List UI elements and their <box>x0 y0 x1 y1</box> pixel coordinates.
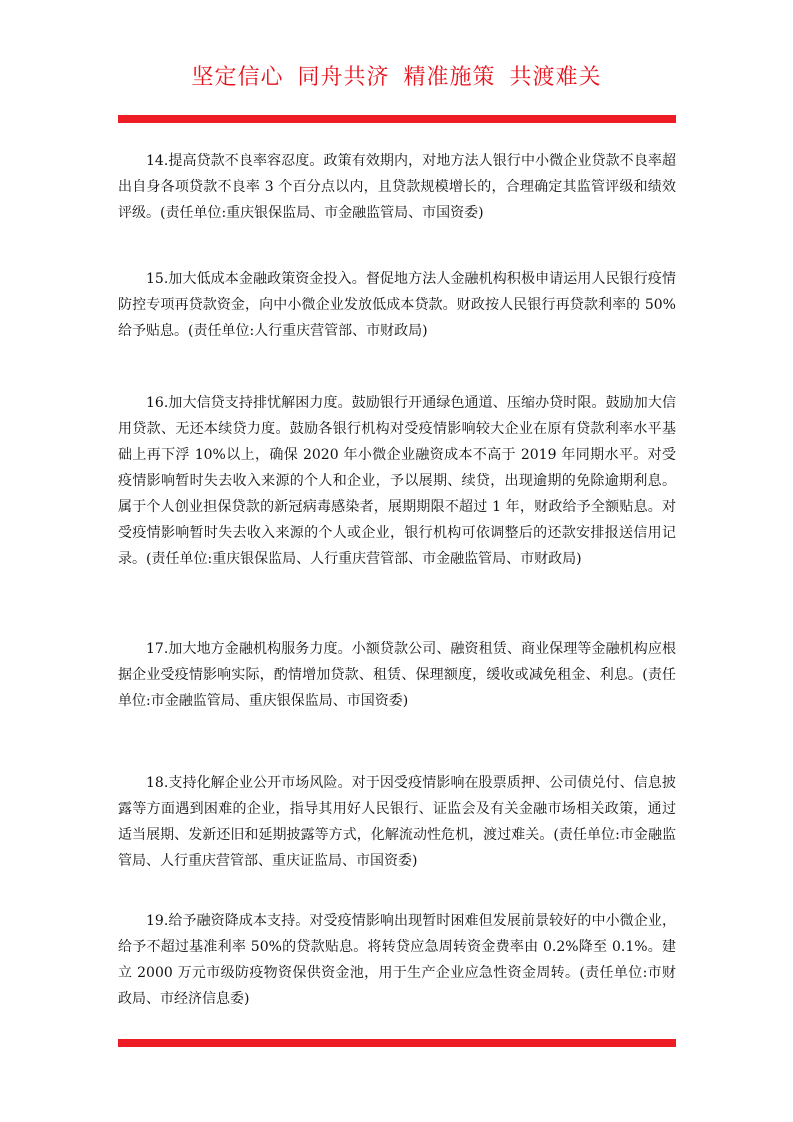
bottom-divider-bar <box>118 1039 676 1047</box>
paragraph-14: 14.提高贷款不良率容忍度。政策有效期内，对地方法人银行中小微企业贷款不良率超出自身各项贷款不良率 3 个百分点以内，且贷款规模增长的，合理确定其监管评级和绩效评级。(责任单位:重庆银保监局、市金融监管局、市国资委) <box>118 153 676 221</box>
top-divider-bar <box>118 115 676 123</box>
paragraph-18: 18.支持化解企业公开市场风险。对于因受疫情影响在股票质押、公司债兑付、信息披露等方面遇到困难的企业，指导其用好人民银行、证监会及有关金融市场相关政策，通过适当展期、发新还旧和延期披露等方式，化解流动性危机，渡过难关。(责任单位:市金融监管局、人行重庆营管部、重庆证监局、市国资委) <box>118 775 676 869</box>
paragraph-17: 17.加大地方金融机构服务力度。小额贷款公司、融资租赁、商业保理等金融机构应根据企业受疫情影响实际，酌情增加贷款、租赁、保理额度，缓收或减免租金、利息。(责任单位:市金融监管局、重庆银保监局、市国资委) <box>118 641 676 709</box>
paragraph-16: 16.加大信贷支持排忧解困力度。鼓励银行开通绿色通道、压缩办贷时限。鼓励加大信用贷款、无还本续贷力度。鼓励各银行机构对受疫情影响较大企业在原有贷款利率水平基础上再下浮 10%以上，确保 2020 年小微企业融资成本不高于 2019 年同期水平。对受疫情影响暂时失去收入来源的个人和企业，予以展期、续贷，出现逾期的免除逾期利息。属于个人创业担保贷款的新冠病毒感染者，展期期限不超过 1 年，财政给予全额贴息。对受疫情影响暂时失去收入来源的个人或企业，银行机构可依调整后的还款安排报送信用记录。(责任单位:重庆银保监局、人行重庆营管部、市金融监管局、市财政局) <box>118 395 676 567</box>
page-title: 坚定信心 同舟共济 精准施策 共渡难关 <box>191 65 602 90</box>
paragraph-15: 15.加大低成本金融政策资金投入。督促地方法人金融机构积极申请运用人民银行疫情防控专项再贷款资金，向中小微企业发放低成本贷款。财政按人民银行再贷款利率的 50%给予贴息。(责任单位:人行重庆营管部、市财政局) <box>118 271 676 339</box>
paragraph-19: 19.给予融资降成本支持。对受疫情影响出现暂时困难但发展前景较好的中小微企业，给予不超过基准利率 50%的贷款贴息。将转贷应急周转资金费率由 0.2%降至 0.1%。建立 2000 万元市级防疫物资保供资金池，用于生产企业应急性资金周转。(责任单位:市财政局、市经济信息委) <box>118 913 676 1007</box>
